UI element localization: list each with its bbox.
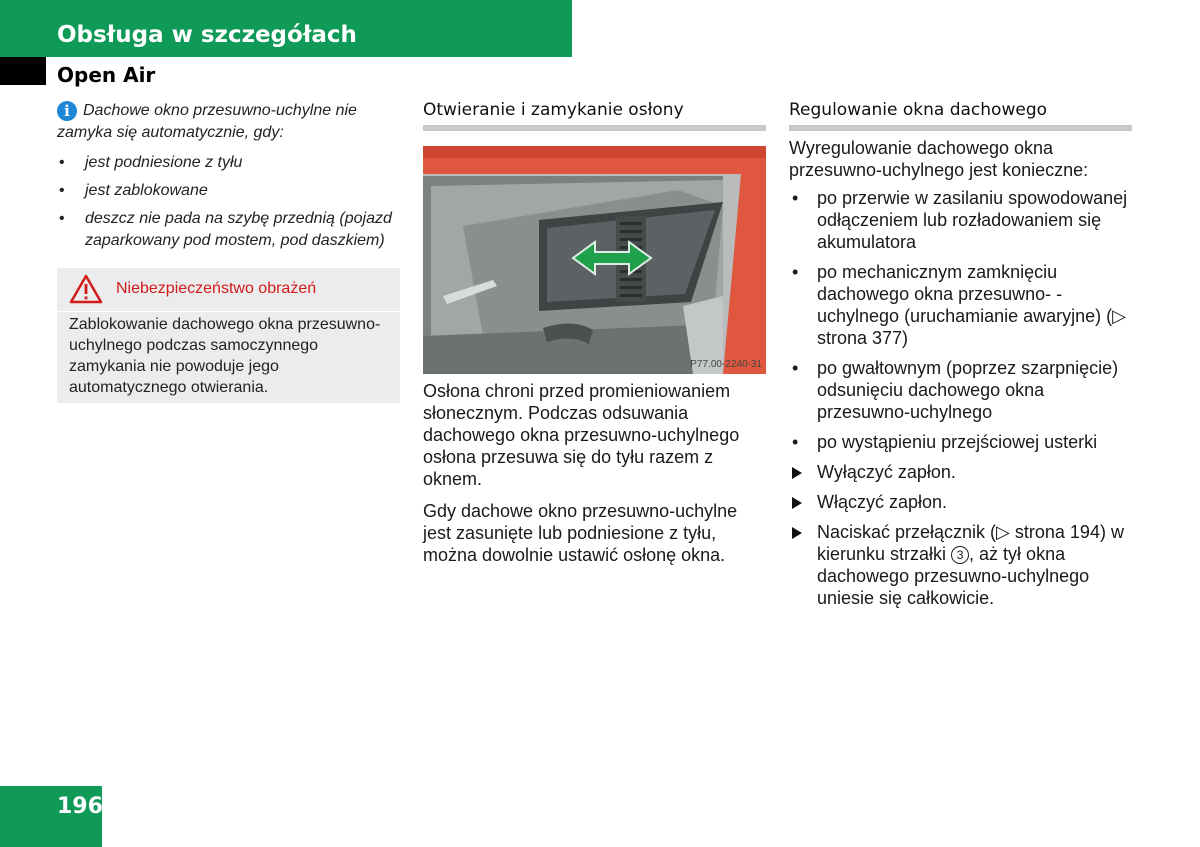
list-item: • po wystąpieniu przejściowej usterki: [789, 431, 1132, 453]
section-heading-adjust: Regulowanie okna dachowego: [789, 100, 1132, 131]
warning-box: [57, 268, 400, 403]
step-item: Włączyć zapłon.: [789, 491, 1132, 513]
page-number-box: [0, 786, 102, 847]
paragraph: Osłona chroni przed promieniowaniem słonecznym. Podczas odsuwania dachowego okna przesuwno-uchylnego osłona przesuwa się do tyłu razem z oknem.: [423, 381, 740, 489]
section-title: Obsługa w szczegółach: [57, 22, 357, 48]
info-note-list: [57, 152, 400, 252]
arrow-number-marker: 3: [951, 546, 969, 564]
step-item: Wyłączyć zapłon.: [789, 461, 1132, 483]
step-text: Naciskać przełącznik (▷ strona 194) w kierunku strzałki: [817, 522, 1124, 564]
adjust-list: [789, 187, 1132, 609]
step-text: , aż tył okna dachowego przesuwno-uchylnego uniesie się całkowicie.: [817, 544, 1090, 608]
warning-text: Zablokowanie dachowego okna przesuwno-uchylnego podczas samoczynnego zamykania nie powoduje jego automatycznego otwierania.: [69, 316, 381, 396]
paragraph: Gdy dachowe okno przesuwno-uchylne jest zasunięte lub podniesione z tyłu, można dowolnie ustawić osłonę okna.: [423, 501, 738, 565]
info-icon: i: [57, 101, 77, 121]
info-note-text: Dachowe okno przesuwno-uchylne nie zamyka się automatycznie, gdy:: [57, 102, 357, 141]
warning-triangle-icon: [69, 274, 103, 304]
sunroof-photo: [423, 146, 766, 374]
list-item: • deszcz nie pada na szybę przednią (pojazd zaparkowany pod mostem, pod daszkiem): [57, 208, 400, 252]
adjust-intro: Wyregulowanie dachowego okna przesuwno-uchylnego jest konieczne:: [789, 138, 1089, 180]
sunshade-text: [423, 380, 766, 566]
section-heading-sunshade: Otwieranie i zamykanie osłony: [423, 100, 766, 131]
info-note-intro: [57, 100, 400, 144]
list-item: • po przerwie w zasilaniu spowodowanej odłączeniem lub rozładowaniem się akumulatora: [789, 187, 1132, 253]
image-code: P77.00-2240-31: [690, 359, 762, 370]
page-number: 196: [57, 794, 103, 819]
header-tab-marker: [0, 57, 46, 85]
column-adjust: [789, 100, 1132, 617]
warning-header: [57, 268, 400, 312]
list-item: • po gwałtownym (poprzez szarpnięcie) odsunięciu dachowego okna przesuwno-uchylnego: [789, 357, 1132, 423]
list-item: • jest podniesione z tyłu: [57, 152, 400, 174]
step-item: [789, 521, 1132, 609]
warning-title: Niebezpieczeństwo obrażeń: [116, 280, 317, 297]
column-sunshade: [423, 100, 766, 576]
sunroof-illustration: [423, 146, 766, 374]
list-item: • jest zablokowane: [57, 180, 400, 202]
list-item: • po mechanicznym zamknięciu dachowego okna przesuwno- -uchylnego (uruchamianie awaryjne) (▷ strona 377): [789, 261, 1132, 349]
subsection-title: Open Air: [57, 63, 156, 87]
info-note: [57, 100, 400, 258]
